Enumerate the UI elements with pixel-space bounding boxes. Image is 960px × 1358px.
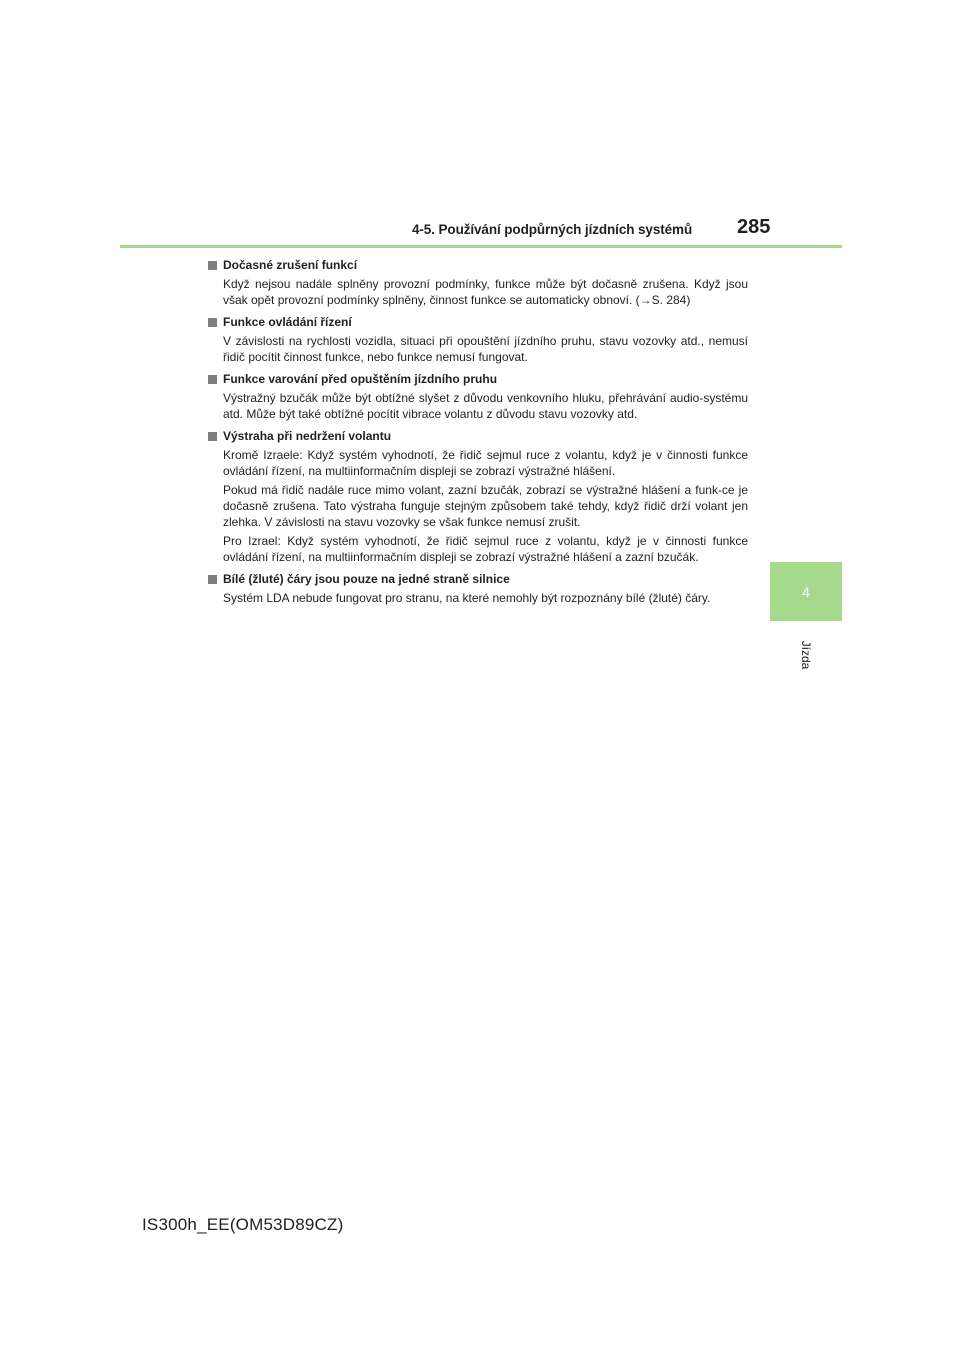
chapter-label-text: Jízda: [799, 640, 813, 670]
square-bullet-icon: [208, 575, 217, 584]
running-header-title: 4-5. Používání podpůrných jízdních systémů: [412, 222, 693, 237]
section-heading: [208, 370, 748, 388]
section-one-side-lines: [208, 570, 748, 606]
section-steering-control: [208, 313, 748, 365]
square-bullet-icon: [208, 261, 217, 270]
square-bullet-icon: [208, 375, 217, 384]
section-heading-text: Bílé (žluté) čáry jsou pouze na jedné straně silnice: [223, 572, 510, 586]
page-number: 285: [737, 216, 771, 238]
section-heading: [208, 313, 748, 331]
section-paragraph: Systém LDA nebude fungovat pro stranu, na které nemohly být rozpoznány bílé (žluté) čáry.: [223, 591, 711, 605]
section-heading-text: Funkce varování před opuštěním jízdního pruhu: [223, 372, 498, 386]
square-bullet-icon: [208, 432, 217, 441]
section-heading-text: Dočasné zrušení funkcí: [223, 258, 358, 272]
section-heading-text: Výstraha při nedržení volantu: [223, 429, 392, 443]
section-heading-text: Funkce ovládání řízení: [223, 315, 352, 329]
chapter-number: 4: [802, 583, 810, 600]
section-paragraph: Kromě Izraele: Když systém vyhodnotí, že řidič sejmul ruce z volantu, když je v činnosti funkce ovládání řízení, na multiinformačním displeji se zobrazí výstražné hlášení.: [223, 448, 748, 478]
section-temporary-cancel: [208, 256, 748, 308]
section-paragraph: Výstražný bzučák může být obtížné slyšet z důvodu venkovního hluku, přehrávání audio-systému atd. Může být také obtížné pocítit vibrace volantu z důvodu stavu vozovky atd.: [223, 391, 748, 421]
section-paragraph: V závislosti na rychlosti vozidla, situaci při opouštění jízdního pruhu, stavu vozovky atd., nemusí řidič pocítit činnost funkce, nebo funkce nemusí fungovat.: [223, 334, 748, 364]
section-heading: [208, 427, 748, 445]
square-bullet-icon: [208, 318, 217, 327]
document-code: IS300h_EE(OM53D89CZ): [142, 1215, 344, 1234]
main-content: [208, 256, 748, 611]
section-heading: [208, 256, 748, 274]
section-paragraph: Pro Izrael: Když systém vyhodnotí, že řidič sejmul ruce z volantu, když je v činnosti funkce ovládání řízení, na multiinformačním displeji se zobrazí výstražné hlášení a zazní bzučák.: [223, 534, 748, 564]
header-divider: [120, 245, 842, 248]
section-hands-off-warning: [208, 427, 748, 565]
section-paragraph: Když nejsou nadále splněny provozní podmínky, funkce může být dočasně zrušena. Když jsou však opět provozní podmínky splněny, činnost funkce se automaticky obnoví. (→S. 284): [223, 277, 748, 307]
section-lane-departure-warning: [208, 370, 748, 422]
section-paragraph: Pokud má řidič nadále ruce mimo volant, zazní bzučák, zobrazí se výstražné hlášení a funk-ce je dočasně zrušena. Tato výstraha funguje stejným způsobem také tehdy, když řidič drží volant jen zlehka. V závislosti na stavu vozovky se však funkce nemusí zrušit.: [223, 483, 748, 529]
chapter-tab: [770, 562, 842, 621]
chapter-label: [798, 635, 814, 675]
section-heading: [208, 570, 748, 588]
